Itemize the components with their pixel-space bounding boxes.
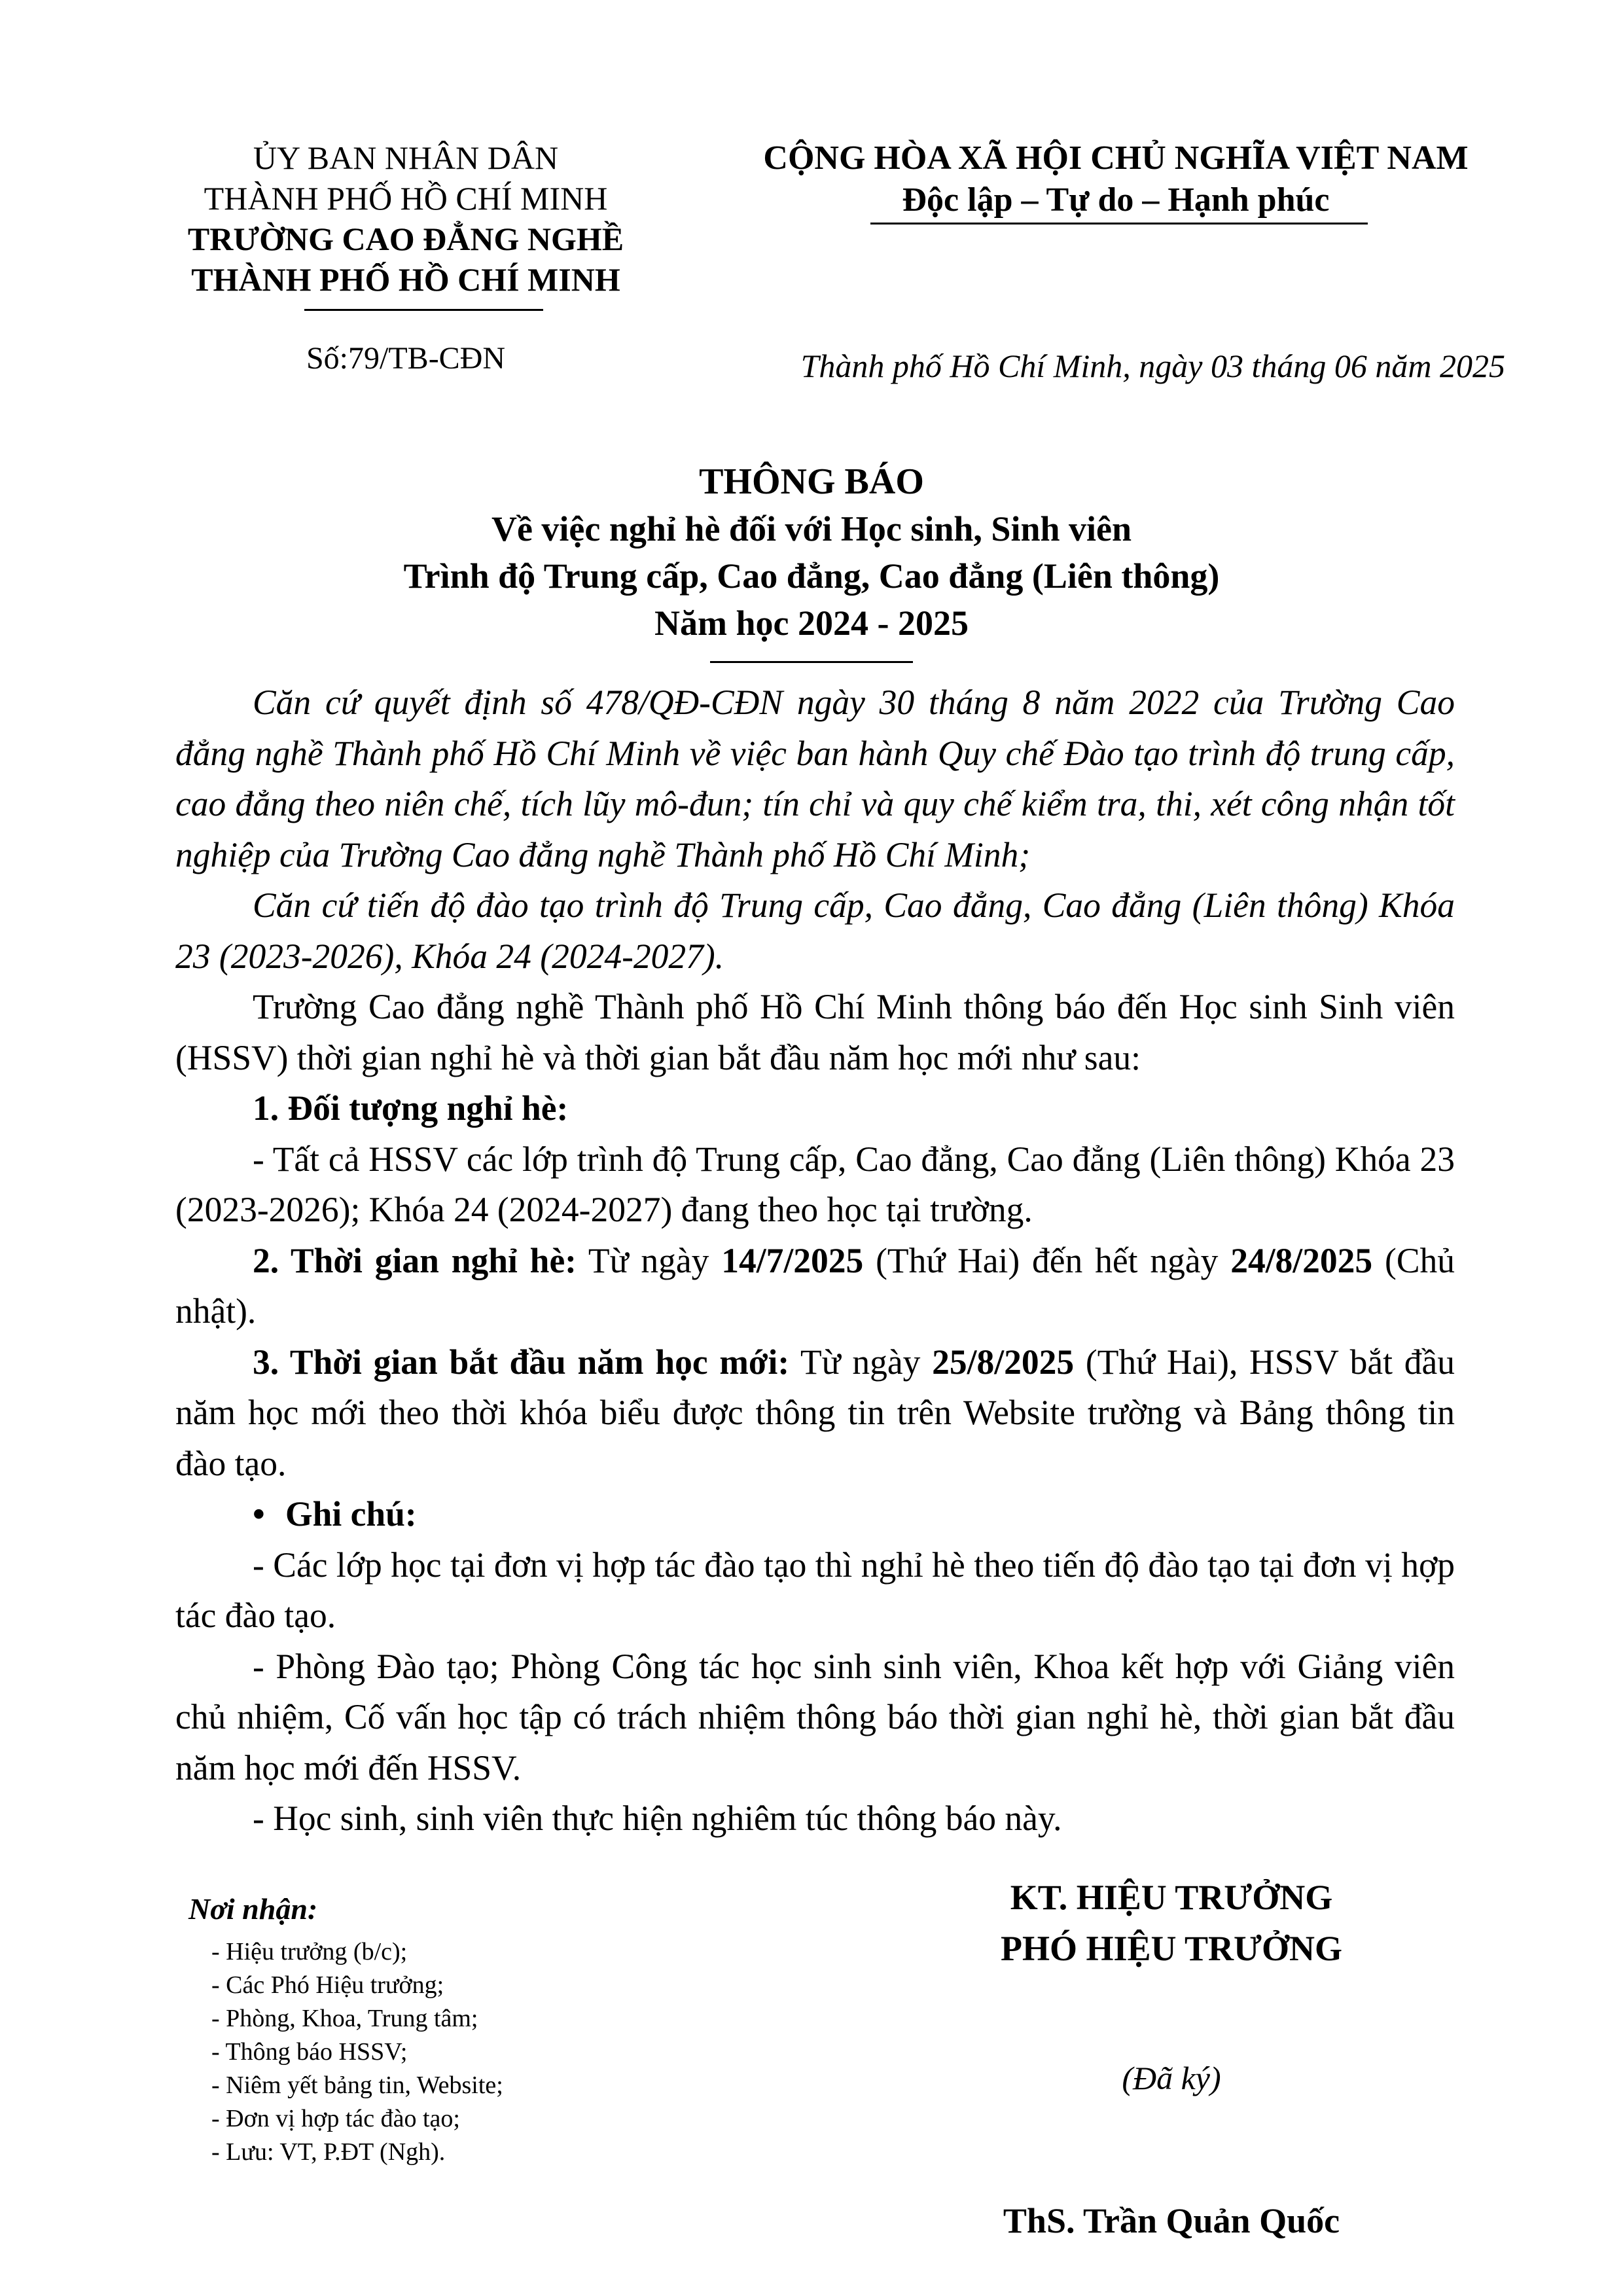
signer-title: PHÓ HIỆU TRƯỞNG — [1000, 1929, 1343, 1968]
place-and-date: Thành phố Hồ Chí Minh, ngày 03 tháng 06 năm 2025 — [800, 348, 1505, 384]
national-motto: Độc lập – Tự do – Hạnh phúc — [902, 181, 1330, 219]
national-header — [733, 137, 1499, 221]
new-year-start: 25/8/2025 — [932, 1342, 1075, 1382]
section-2-text-a: Từ ngày — [577, 1240, 722, 1280]
recipients-title: Nơi nhận: — [188, 1892, 318, 1926]
section-3-text-b: (Thứ Hai), HSSV bắt đầu năm học mới theo thời khóa biểu được thông tin trên Website trường và Bảng thông tin đào tạo. — [175, 1342, 1455, 1483]
title-line-1: Về việc nghỉ hè đối với Học sinh, Sinh viên — [491, 509, 1132, 548]
bullet-icon: • — [253, 1494, 265, 1534]
recipient-item: - Phòng, Khoa, Trung tâm; — [211, 2005, 478, 2032]
school-name-line-1: TRƯỜNG CAO ĐẲNG NGHỀ — [187, 221, 624, 257]
note-3: - Học sinh, sinh viên thực hiện nghiêm túc thông báo này. — [253, 1799, 1062, 1838]
legal-basis-2: Căn cứ tiến độ đào tạo trình độ Trung cấp, Cao đẳng, Cao đẳng (Liên thông) Khóa 23 (2023-2026), Khóa 24 (2024-2027). — [175, 886, 1455, 976]
note-2: - Phòng Đào tạo; Phòng Công tác học sinh sinh viên, Khoa kết hợp với Giảng viên chủ nhiệm, Cố vấn học tập có trách nhiệm thông báo thời gian nghỉ hè, thời gian bắt đầu năm học mới đến HSSV. — [175, 1646, 1455, 1787]
document-body — [175, 677, 1455, 1844]
signature-block — [851, 1872, 1492, 2246]
recipients-list — [188, 1935, 660, 2169]
signer-authority: KT. HIỆU TRƯỞNG — [1010, 1878, 1333, 1917]
intro-paragraph: Trường Cao đẳng nghề Thành phố Hồ Chí Minh thông báo đến Học sinh Sinh viên (HSSV) thời gian nghỉ hè và thời gian bắt đầu năm học mới như sau: — [175, 987, 1455, 1077]
section-2-text-c: (Chủ nhật). — [175, 1240, 1455, 1331]
signed-mark: (Đã ký) — [1122, 2060, 1221, 2096]
title-line-2: Trình độ Trung cấp, Cao đẳng, Cao đẳng (Liên thông) — [403, 556, 1220, 596]
section-2-heading: 2. Thời gian nghỉ hè: — [253, 1240, 577, 1280]
recipient-item: - Hiệu trưởng (b/c); — [211, 1938, 408, 1965]
agency-line-2: THÀNH PHỐ HỒ CHÍ MINH — [204, 180, 608, 217]
recipient-item: - Đơn vị hợp tác đào tạo; — [211, 2105, 460, 2132]
title-line-3: Năm học 2024 - 2025 — [654, 603, 969, 643]
summer-break-end: 24/8/2025 — [1230, 1240, 1373, 1280]
title-underline — [710, 661, 913, 663]
agency-underline — [304, 309, 543, 311]
recipient-item: - Thông báo HSSV; — [211, 2038, 408, 2066]
section-3-heading: 3. Thời gian bắt đầu năm học mới: — [253, 1342, 790, 1382]
recipient-item: - Lưu: VT, P.ĐT (Ngh). — [211, 2138, 446, 2166]
title-heading: THÔNG BÁO — [699, 461, 924, 502]
school-name-line-2: THÀNH PHỐ HỒ CHÍ MINH — [191, 261, 620, 298]
recipient-item: - Niêm yết bảng tin, Website; — [211, 2072, 503, 2099]
section-3-text-a: Từ ngày — [789, 1342, 933, 1382]
note-heading: Ghi chú: — [285, 1494, 417, 1534]
document-number: Số:79/TB-CĐN — [306, 341, 506, 376]
section-2-text-b: (Thứ Hai) đến hết ngày — [863, 1240, 1231, 1280]
note-1: - Các lớp học tại đơn vị hợp tác đào tạo thì nghỉ hè theo tiến độ đào tạo tại đơn vị hợp tác đào tạo. — [175, 1545, 1455, 1635]
legal-basis-1: Căn cứ quyết định số 478/QĐ-CĐN ngày 30 tháng 8 năm 2022 của Trường Cao đẳng nghề Thành phố Hồ Chí Minh về việc ban hành Quy chế Đào tạo trình độ trung cấp, cao đẳng theo niên chế, tích lũy mô-đun; tín chỉ và quy chế kiểm tra, thi, xét công nhận tốt nghiệp của Trường Cao đẳng nghề Thành phố Hồ Chí Minh; — [175, 683, 1455, 874]
summer-break-start: 14/7/2025 — [721, 1240, 864, 1280]
recipient-item: - Các Phó Hiệu trưởng; — [211, 1971, 444, 1999]
section-1-text: - Tất cả HSSV các lớp trình độ Trung cấp, Cao đẳng, Cao đẳng (Liên thông) Khóa 23 (2023-2026); Khóa 24 (2024-2027) đang theo học tại trường. — [175, 1139, 1455, 1229]
section-1-heading: 1. Đối tượng nghỉ hè: — [253, 1088, 569, 1128]
section-2 — [175, 1236, 1455, 1337]
agency-line-1: ỦY BAN NHÂN DÂN — [253, 139, 559, 176]
motto-underline — [870, 223, 1368, 224]
signer-name: ThS. Trần Quản Quốc — [1003, 2201, 1340, 2240]
note-heading-line — [175, 1489, 1455, 1540]
recipients-block — [188, 1892, 660, 2169]
country-name: CỘNG HÒA XÃ HỘI CHỦ NGHĨA VIỆT NAM — [763, 139, 1469, 177]
document-title — [105, 458, 1518, 647]
section-3 — [175, 1337, 1455, 1490]
issuing-agency — [170, 137, 641, 300]
